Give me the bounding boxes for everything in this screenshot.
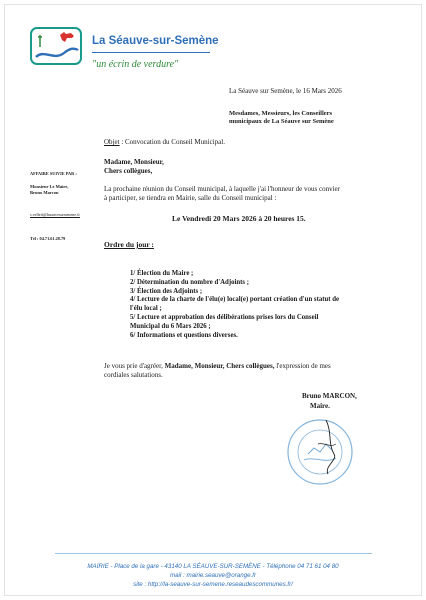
agenda-item: 5/ Lecture et approbation des délibérations prises lors du Conseil xyxy=(130,313,319,321)
agenda-item: 6/ Informations et questions diverses. xyxy=(130,331,238,339)
town-logo xyxy=(30,27,82,65)
recipient-line: municipaux de La Séauve sur Semène xyxy=(229,118,334,125)
agenda-item: Municipal du 6 Mars 2026 ; xyxy=(130,322,211,330)
salutation-line: Madame, Monsieur, xyxy=(104,158,164,166)
salutation-line: Chers collègues, xyxy=(104,167,153,175)
contact-line: Monsieur Le Maire, xyxy=(30,184,69,189)
contact-email[interactable]: s.velleit@lasauvesursemene.fr xyxy=(30,212,80,217)
official-stamp xyxy=(284,414,360,488)
closing-post: l'expression de mes xyxy=(274,362,331,370)
recipient-block xyxy=(229,110,334,126)
contact-phone: Tél : 04.71.61.28.79 xyxy=(30,236,66,241)
logo-divider xyxy=(92,52,210,53)
footer-site[interactable]: site : http://la-seauve-sur-semene.reseaudescommunes.fr/ xyxy=(133,581,293,588)
closing-line2: cordiales salutations. xyxy=(104,371,163,379)
footer-mail[interactable]: mail : mairie.seauve@orange.fr xyxy=(169,572,257,579)
objet-label: Objet xyxy=(104,138,120,146)
letter-body xyxy=(104,185,340,203)
body-line: La prochaine réunion du Conseil municipal, à laquelle j'ai l'honneur de vous convier xyxy=(104,185,340,193)
body-line: à participer, se tiendra en Mairie, salle du Conseil municipal : xyxy=(104,194,277,202)
meeting-date: Le Vendredi 20 Mars 2026 à 20 heures 15. xyxy=(172,214,306,223)
objet-line xyxy=(104,138,225,146)
agenda-list xyxy=(130,270,339,340)
objet-text: : Convocation du Conseil Municipal. xyxy=(119,138,225,146)
agenda-item: 1/ Élection du Maire ; xyxy=(130,270,194,277)
salutation xyxy=(104,158,164,176)
closing-bold: Madame, Monsieur, Chers collègues, xyxy=(164,362,275,370)
footer-address: MAIRIE - Place de la gare - 43140 LA SÉAUVE-SUR-SEMÈNE - Téléphone 04 71 61 04 80 xyxy=(87,563,339,570)
agenda-item: 3/ Élection des Adjoints ; xyxy=(130,287,203,295)
closing-pre: Je vous prie d'agréer, xyxy=(104,362,165,370)
agenda-item: 2/ Détermination du nombre d'Adjoints ; xyxy=(130,278,250,286)
town-name: La Séauve-sur-Semène xyxy=(92,35,219,47)
footer-divider xyxy=(55,553,372,554)
town-slogan: "un écrin de verdure" xyxy=(92,59,179,70)
closing-formula xyxy=(104,362,331,380)
place-date: La Séauve sur Semène, le 16 Mars 2026 xyxy=(229,87,342,95)
agenda-item: 4/ Lecture de la charte de l'élu(e) local(e) portant création d'un statut de xyxy=(130,296,340,304)
affaire-contact xyxy=(30,184,68,196)
agenda-item: l'élu local ; xyxy=(130,305,162,313)
affaire-suivie-label: AFFAIRE SUIVIE PAR : xyxy=(30,171,77,176)
contact-line: Bruno Marcon xyxy=(30,190,59,195)
agenda-title: Ordre du jour : xyxy=(104,240,154,249)
signer-name: Bruno MARCON, xyxy=(302,392,357,400)
signer-title: Maire. xyxy=(310,402,330,410)
recipient-line: Mesdames, Messieurs, les Conseillers xyxy=(229,110,333,117)
